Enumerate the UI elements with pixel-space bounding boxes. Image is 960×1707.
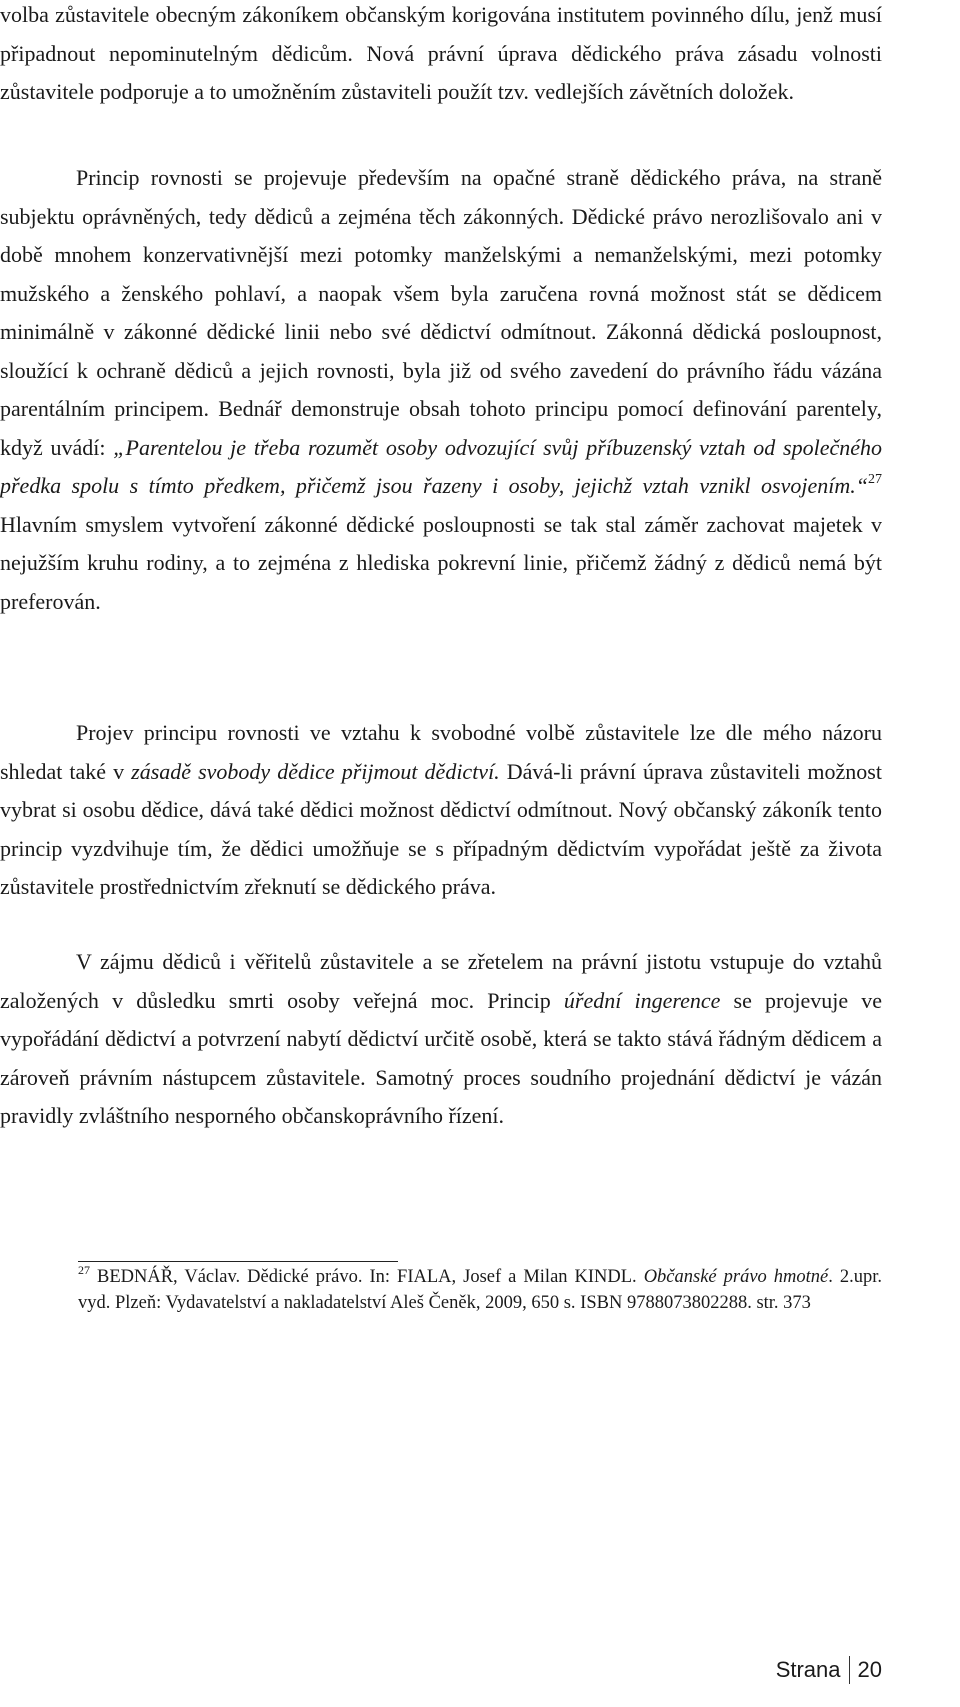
paragraph-1	[0, 0, 882, 112]
paragraph-2-text: Princip rovnosti se projevuje především na opačné straně dědického práva, na straně subjektu oprávněných, tedy dědiců a zejména těch zákonných. Dědické právo nerozlišovalo ani v době mnohem konzervativnější mezi potomky manželskými a nemanželskými, mezi potomky mužského a ženského pohlaví, a naopak všem byla zaručena rovná možnost stát se dědicem minimálně v zákonné dědické linii nebo své dědictví odmítnout. Zákonná dědická posloupnost, sloužící k ochraně dědiců a jejich rovnosti, byla již od svého zavedení do právního řádu vázána parentálním principem. Bednář demonstruje obsah tohoto principu pomocí definování parentely, když uvádí:	[0, 165, 882, 460]
paragraph-3-italic-text: zásadě svobody dědice přijmout dědictví.	[131, 758, 500, 784]
page-label: Strana	[775, 1657, 841, 1682]
paragraph-3-text: Dává-li právní úprava zůstaviteli možnost vybrat si osobu dědice, dává také dědici možnost dědictví odmítnout. Nový občanský zákoník tento princip vyzdvihuje tím, že dědici umožňuje se s případným dědictvím vypořádat ještě za života zůstavitele prostřednictvím zřeknutí se dědického práva.	[0, 758, 882, 899]
paragraph-1-text: volba zůstavitele obecným zákoníkem občanským korigována institutem povinného dílu, jenž musí připadnout nepominutelným dědicům. Nová právní úprava dědického práva zásadu volnosti zůstavitele podporuje a to umožněním zůstaviteli použít tzv. vedlejších závětních doložek.	[0, 2, 882, 104]
paragraph-4-text: se projevuje ve vypořádání dědictví a potvrzení nabytí dědictví určitě osobě, která se takto stává řádným dědicem a zároveň právním nástupcem zůstavitele. Samotný proces soudního projednání dědictví je vázán pravidly zvláštního nesporného občanskoprávního řízení.	[0, 987, 883, 1128]
footer-divider	[849, 1656, 850, 1684]
paragraph-4-italic-text: úřední ingerence	[563, 987, 721, 1013]
paragraph-2-italic-text: „Parentelou je třeba rozumět osoby odvozující svůj příbuzenský vztah od společného předka spolu s tímto předkem, přičemž jsou řazeny i osoby, jejichž vztah vznikl osvojením.“	[0, 434, 883, 498]
footnote-number: 27	[78, 1262, 90, 1277]
footnote-separator	[78, 1261, 398, 1262]
page-footer	[776, 1655, 882, 1685]
footnote-27	[78, 1264, 882, 1316]
paragraph-2-text: Hlavním smyslem vytvoření zákonné dědické posloupnosti se tak stal záměr zachovat majetek v nejužším kruhu rodiny, a to zejména z hlediska pokrevní linie, přičemž žádný z dědiců nemá být preferován.	[0, 511, 882, 614]
paragraph-3-text: Projev principu rovnosti ve vztahu k svobodné volbě zůstavitele lze dle mého názoru shledat také v	[0, 720, 882, 784]
paragraph-4-text: V zájmu dědiců i věřitelů zůstavitele a se zřetelem na právní jistotu vstupuje do vztahů založených v důsledku smrti osoby veřejná moc. Princip	[0, 949, 882, 1013]
footnote-text: BEDNÁŘ, Václav. Dědické právo. In: FIALA, Josef a Milan KINDL.	[90, 1267, 644, 1287]
footnote-reference: 27	[868, 471, 882, 487]
footnote-text	[78, 1267, 882, 1313]
paragraph-4	[0, 943, 882, 1136]
footnote-text: . 2.upr. vyd. Plzeň: Vydavatelství a nakladatelství Aleš Čeněk, 2009, 650 s. ISBN 9788073802288. str. 373	[78, 1267, 883, 1313]
paragraph-3	[0, 714, 882, 907]
footnote-italic-text: Občanské právo hmotné	[643, 1267, 829, 1287]
page-number: 20	[857, 1657, 882, 1682]
paragraph-2	[0, 159, 882, 621]
